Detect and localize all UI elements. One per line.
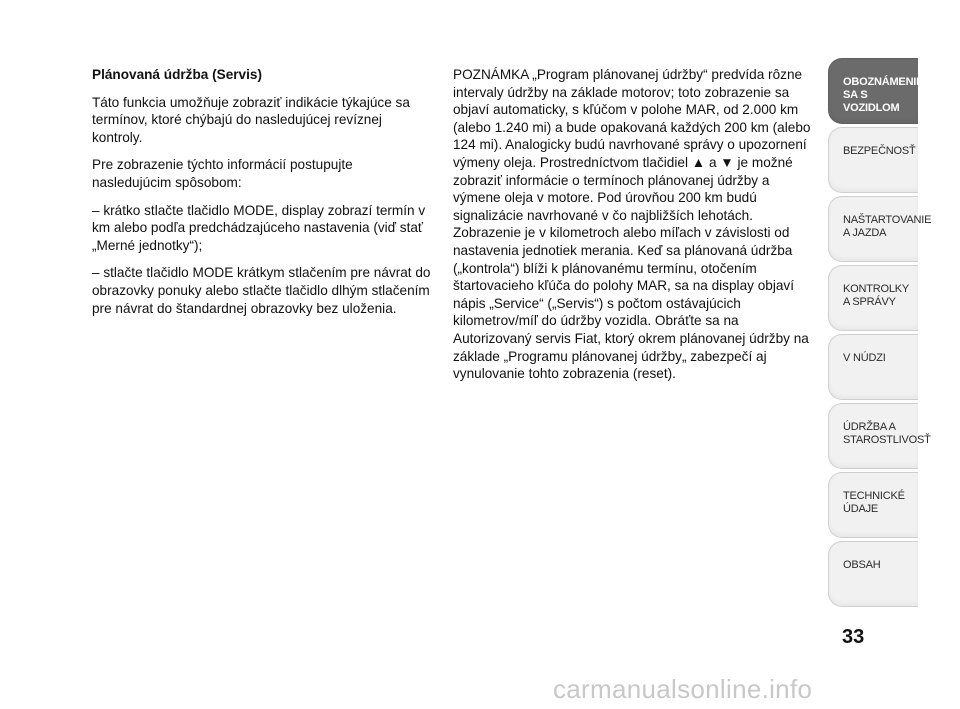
left-column	[92, 66, 432, 327]
right-column	[453, 66, 818, 383]
tab-kontrolky[interactable]	[828, 265, 918, 331]
tab-label-line2: A JAZDA	[843, 227, 887, 239]
tab-udrzba[interactable]	[828, 403, 931, 469]
tab-label-line1: OBOZNÁMENIE	[843, 76, 924, 88]
tab-label-line2: ÚDAJE	[843, 503, 879, 515]
tab-label-line2: SA S VOZIDLOM	[843, 89, 900, 114]
tab-label-line2: STAROSTLIVOSŤ	[843, 434, 931, 446]
tab-bezpecnost[interactable]	[828, 127, 918, 193]
paragraph-intro: Táto funkcia umožňuje zobraziť indikácie týkajúce sa termínov, ktoré chýbajú do nasledujúcej revíznej kontroly.	[92, 94, 410, 145]
tab-label-line1: BEZPEČNOSŤ	[843, 145, 916, 157]
tab-nastartovanie[interactable]	[828, 196, 932, 262]
tab-label-line1: OBSAH	[843, 559, 881, 571]
tab-label-line1: KONTROLKY	[843, 283, 910, 295]
tab-oboznamenie[interactable]	[828, 58, 924, 124]
tab-v-nudzi[interactable]	[828, 334, 918, 400]
paragraph-step-1: – krátko stlačte tlačidlo MODE, display zobrazí termín v km alebo podľa predchádzajúceho nastavenia (viď stať „Merné jednotky“);	[92, 202, 426, 253]
tab-label-line2: A SPRÁVY	[843, 296, 896, 308]
tab-label-line1: V NÚDZI	[843, 352, 886, 364]
note-paragraph: POZNÁMKA „Program plánovanej údržby“ predvída rôzne intervaly údržby na základe motorov; toto zobrazenie sa objaví automaticky, s kľúčom v polohe MAR, od 2.000 km (alebo 1.240 mi) a bude opakovaná každých 200 km (alebo 124 mi). Analogicky budú navrhované správy o upozornení výmeny oleja. Prostredníctvom tlačidiel ▲ a ▼ je možné zobraziť informácie o termínoch plánovanej údržby a výmene oleja v motore. Pod úrovňou 200 km budú signalizácie navrhované v čo najbližších lehotách. Zobrazenie je v kilometroch alebo míľach v závislosti od nastavenia jednotiek merania. Keď sa plánovaná údržba („kontrola“) blíži k plánovanému termínu, otočením štartovacieho kľúča do polohy MAR, sa na display objaví nápis „Service“ („Servis“) s počtom ostávajúcich kilometrov/míľ do údržby vozidla. Obráťte sa na Autorizovaný servis Fiat, ktorý okrem plánovanej údržby na základe „Programu plánovanej údržby„ zabezpečí aj vynulovanie tohto zobrazenia (reset).	[453, 67, 811, 382]
paragraph-instructions: Pre zobrazenie týchto informácií postupujte nasledujúcim spôsobom:	[92, 157, 353, 190]
tab-technicke-udaje[interactable]	[828, 472, 918, 538]
tab-label-line1: ÚDRŽBA A	[843, 421, 896, 433]
tab-label-line1: TECHNICKÉ	[843, 490, 905, 502]
section-heading: Plánovaná údržba (Servis)	[92, 67, 262, 82]
tab-label-line1: NAŠTARTOVANIE	[843, 214, 932, 226]
watermark: carmanualsonline.info	[553, 674, 813, 704]
paragraph-step-2: – stlačte tlačidlo MODE krátkym stlačením pre návrat do obrazovky ponuky alebo stlačte tlačidlo dlhým stlačením pre návrat do štandardnej obrazovky bez uloženia.	[92, 265, 431, 316]
tab-obsah[interactable]	[828, 541, 918, 607]
chapter-tabs	[828, 58, 932, 610]
page-number: 33	[842, 626, 865, 648]
